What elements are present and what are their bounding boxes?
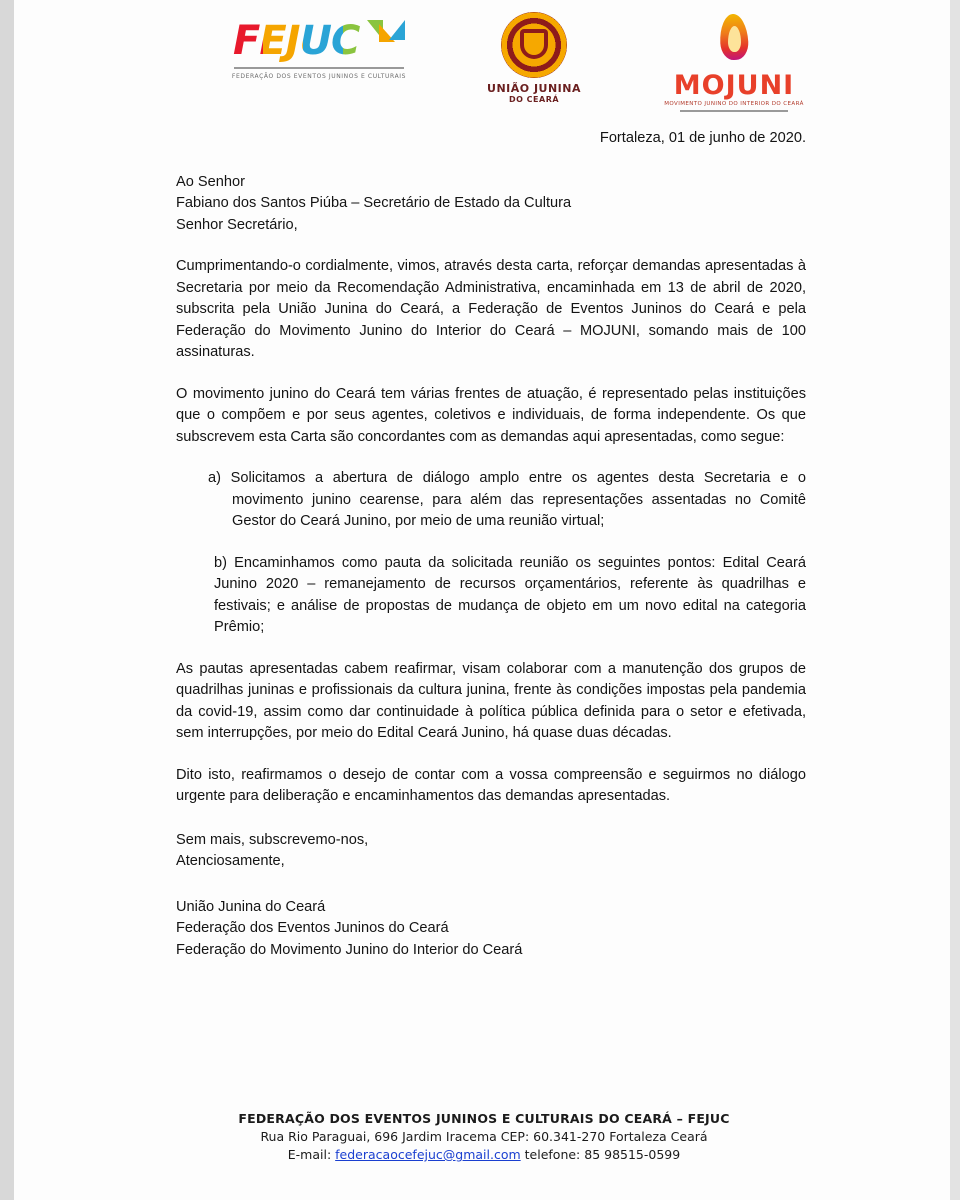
closing-line-2: Atenciosamente, (176, 853, 285, 869)
signatory-2: Federação dos Eventos Juninos do Ceará (176, 920, 449, 936)
uniao-junina-line1: UNIÃO JUNINA (487, 82, 581, 95)
page-left-edge (0, 0, 14, 1200)
page-footer (28, 1111, 940, 1162)
uniao-junina-logo (474, 12, 594, 104)
mojuni-subtitle: MOVIMENTO JUNINO DO INTERIOR DO CEARÁ (664, 101, 804, 107)
footer-org: FEDERAÇÃO DOS EVENTOS JUNINOS E CULTURAIS DO CEARÁ – FEJUC (238, 1111, 730, 1126)
page-right-edge (950, 0, 960, 1200)
footer-email-label: E-mail: (287, 1147, 336, 1162)
addressee-line-2: Fabiano dos Santos Piúba – Secretário de Estado da Cultura (176, 195, 572, 211)
paragraph-3: As pautas apresentadas cabem reafirmar, visam colaborar com a manutenção dos grupos de quadrilhas juninas e profissionais da cultura junina, frente às condições impostas pela pandemia da covid-19, assim como dar continuidade à política pública definida para o setor e efetivada, sem interrupções, por meio do Edital Ceará Junino, há quase duas décadas. (176, 660, 806, 741)
fejuc-divider (234, 67, 404, 69)
letter-body (176, 128, 806, 961)
signatory-3: Federação do Movimento Junino do Interior do Ceará (176, 941, 523, 958)
footer-address: Rua Rio Paraguai, 696 Jardim Iracema CEP: 60.341-270 Fortaleza Ceará (260, 1129, 708, 1144)
signatory-1: União Junina do Ceará (176, 898, 326, 915)
list-item-a: a) Solicitamos a abertura de diálogo amplo entre os agentes desta Secretaria e o movimento junino cearense, para além das representações assentadas no Comitê Gestor do Ceará Junino, por meio de uma reunião virtual; (208, 470, 806, 529)
fejuc-wordmark: FEJUC (219, 18, 419, 64)
list-item-b: b) Encaminhamos como pauta da solicitada reunião os seguintes pontos: Edital Ceará Junino 2020 – remanejamento de recursos orçamentários, referente às quadrilhas e festivais; e análise de propostas de mudança de objeto em um novo edital na categoria Prêmio; (214, 554, 806, 635)
footer-phone: telefone: 85 98515-0599 (520, 1147, 681, 1162)
sun-icon (501, 12, 567, 78)
paragraph-2: O movimento junino do Ceará tem várias frentes de atuação, é representado pelas instituições que o compõem e por seus agentes, coletivos e individuais, de forma independente. Os que subscrevem esta Carta são concordantes com as demandas aqui apresentadas, como segue: (176, 385, 806, 445)
footer-email-link[interactable]: federacaocefejuc@gmail.com (335, 1147, 521, 1162)
mojuni-wordmark: MOJUNI (673, 70, 795, 101)
logo-header (14, 8, 950, 116)
mojuni-divider (680, 110, 788, 112)
date-line: Fortaleza, 01 de junho de 2020. (599, 130, 806, 146)
paragraph-4: Dito isto, reafirmamos o desejo de contar com a vossa compreensão e seguirmos no diálogo urgente para deliberação e encaminhamentos das demandas apresentadas. (176, 766, 806, 804)
paragraph-1: Cumprimentando-o cordialmente, vimos, através desta carta, reforçar demandas apresentadas à Secretaria por meio da Recomendação Administrativa, encaminhada em 13 de abril de 2020, subscrita pela União Junina do Ceará, a Federação de Eventos Juninos do Ceará e pela Federação do Movimento Junino do Interior do Ceará – MOJUNI, somando mais de 100 assinaturas. (176, 258, 806, 360)
fejuc-logo (219, 18, 419, 104)
footer-contact (28, 1147, 940, 1162)
flame-icon (714, 12, 754, 68)
letter-sheet (14, 0, 950, 1200)
fejuc-subtitle: FEDERAÇÃO DOS EVENTOS JUNINOS E CULTURAIS (231, 73, 407, 80)
mojuni-logo (664, 12, 804, 112)
addressee-line-3: Senhor Secretário, (176, 216, 298, 233)
fejuc-flags-icon (367, 20, 411, 60)
uniao-junina-line2: DO CEARÁ (508, 95, 560, 104)
closing-line-1: Sem mais, subscrevemo-nos, (176, 831, 369, 848)
addressee-line-1: Ao Senhor (176, 173, 245, 190)
